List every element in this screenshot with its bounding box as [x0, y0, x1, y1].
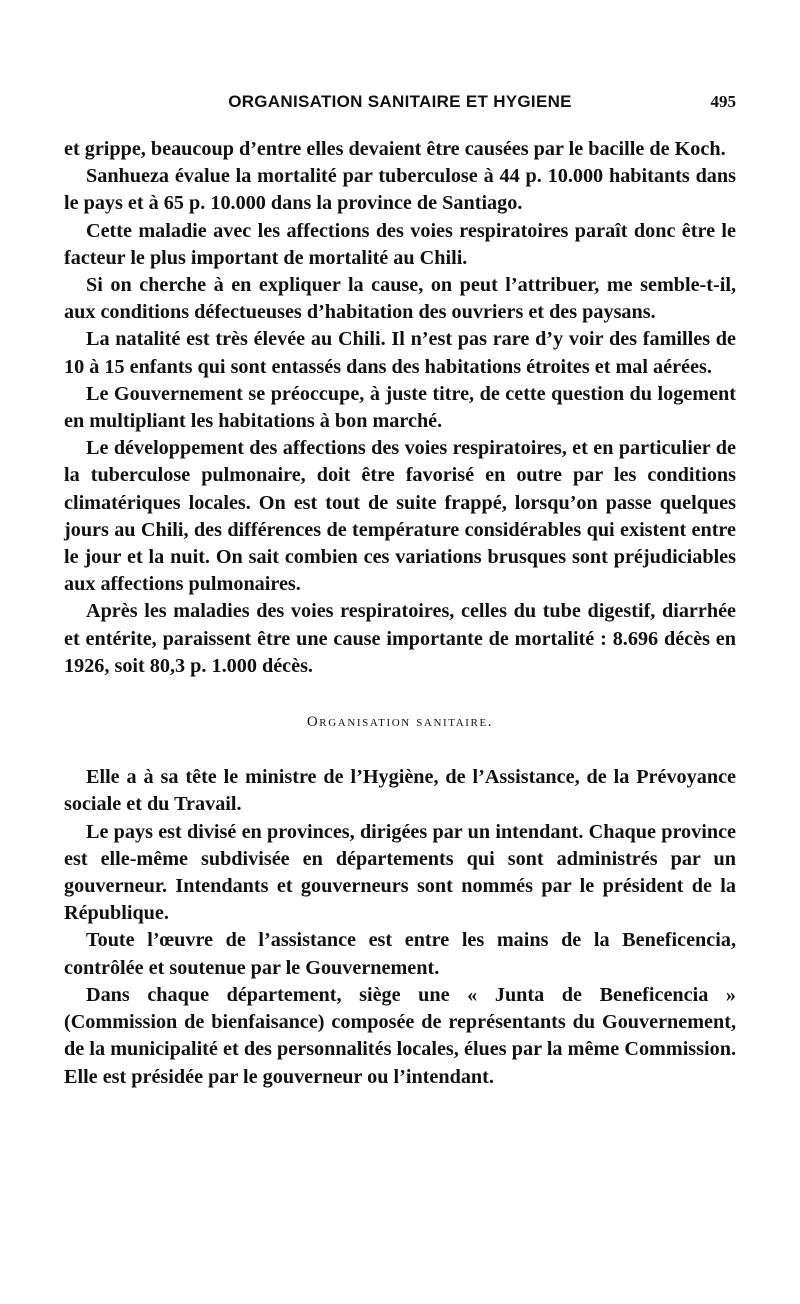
paragraph: Cette maladie avec les affections des voies respiratoires paraît donc être le facteur le plus important de mortalité au Chili. — [64, 219, 736, 269]
paragraph: Après les maladies des voies respiratoires, celles du tube digestif, diarrhée et entérite, paraissent être une cause importante de mortalité : 8.696 décès en 1926, soit 80,3 p. 1.000 décès. — [64, 600, 736, 677]
paragraph: Toute l’œuvre de l’assistance est entre les mains de la Beneficencia, contrôlée et soutenue par le Gouvernement. — [64, 929, 736, 979]
running-header — [60, 92, 740, 116]
paragraph: Si on cherche à en expliquer la cause, on peut l’attribuer, me semble-t-il, aux conditions défectueuses d’habitation des ouvriers et des paysans. — [64, 274, 736, 324]
paragraph: Le pays est divisé en provinces, dirigées par un intendant. Chaque province est elle-même subdivisée en départements qui sont administrés par un gouverneur. Intendants et gouverneurs sont nommés par le président de la République. — [64, 820, 736, 925]
paragraph: Le Gouvernement se préoccupe, à juste titre, de cette question du logement en multipliant les habitations à bon marché. — [64, 382, 736, 433]
paragraph: Le développement des affections des voies respiratoires, et en particulier de la tuberculose pulmonaire, doit être favorisé en outre par les conditions climatériques locales. On est tout de suite frappé, lorsqu’on passe quelques jours au Chili, des différences de température considérables qui existent entre le jour et la nuit. On sait combien ces variations brusques sont préjudiciables aux affections pulmonaires. — [64, 437, 736, 596]
paragraph: Dans chaque département, siège une « Junta de Beneficencia » (Commission de bienfaisance) composée de représentants du Gouvernement, de la municipalité et des personnalités locales, élues par la même Commission. Elle est présidée par le gouverneur ou l’intendant. — [64, 983, 736, 1088]
section-heading: Organisation sanitaire. — [306, 714, 494, 731]
paragraph: La natalité est très élevée au Chili. Il n’est pas rare d’y voir des familles de 10 à 15 enfants qui sont entassés dans des habitations étroites et mal aérées. — [64, 328, 736, 378]
paragraph: Elle a à sa tête le ministre de l’Hygiène, de l’Assistance, de la Prévoyance sociale et du Travail. — [64, 766, 736, 816]
running-title: ORGANISATION SANITAIRE ET HYGIENE — [228, 92, 572, 111]
paragraph: Sanhueza évalue la mortalité par tuberculose à 44 p. 10.000 habitants dans le pays et à 65 p. 10.000 dans la province de Santiago. — [64, 165, 736, 215]
paragraph: et grippe, beaucoup d’entre elles devaient être causées par le bacille de Koch. — [64, 138, 726, 160]
page-number: 495 — [710, 92, 736, 111]
body-text-top — [64, 136, 736, 1091]
